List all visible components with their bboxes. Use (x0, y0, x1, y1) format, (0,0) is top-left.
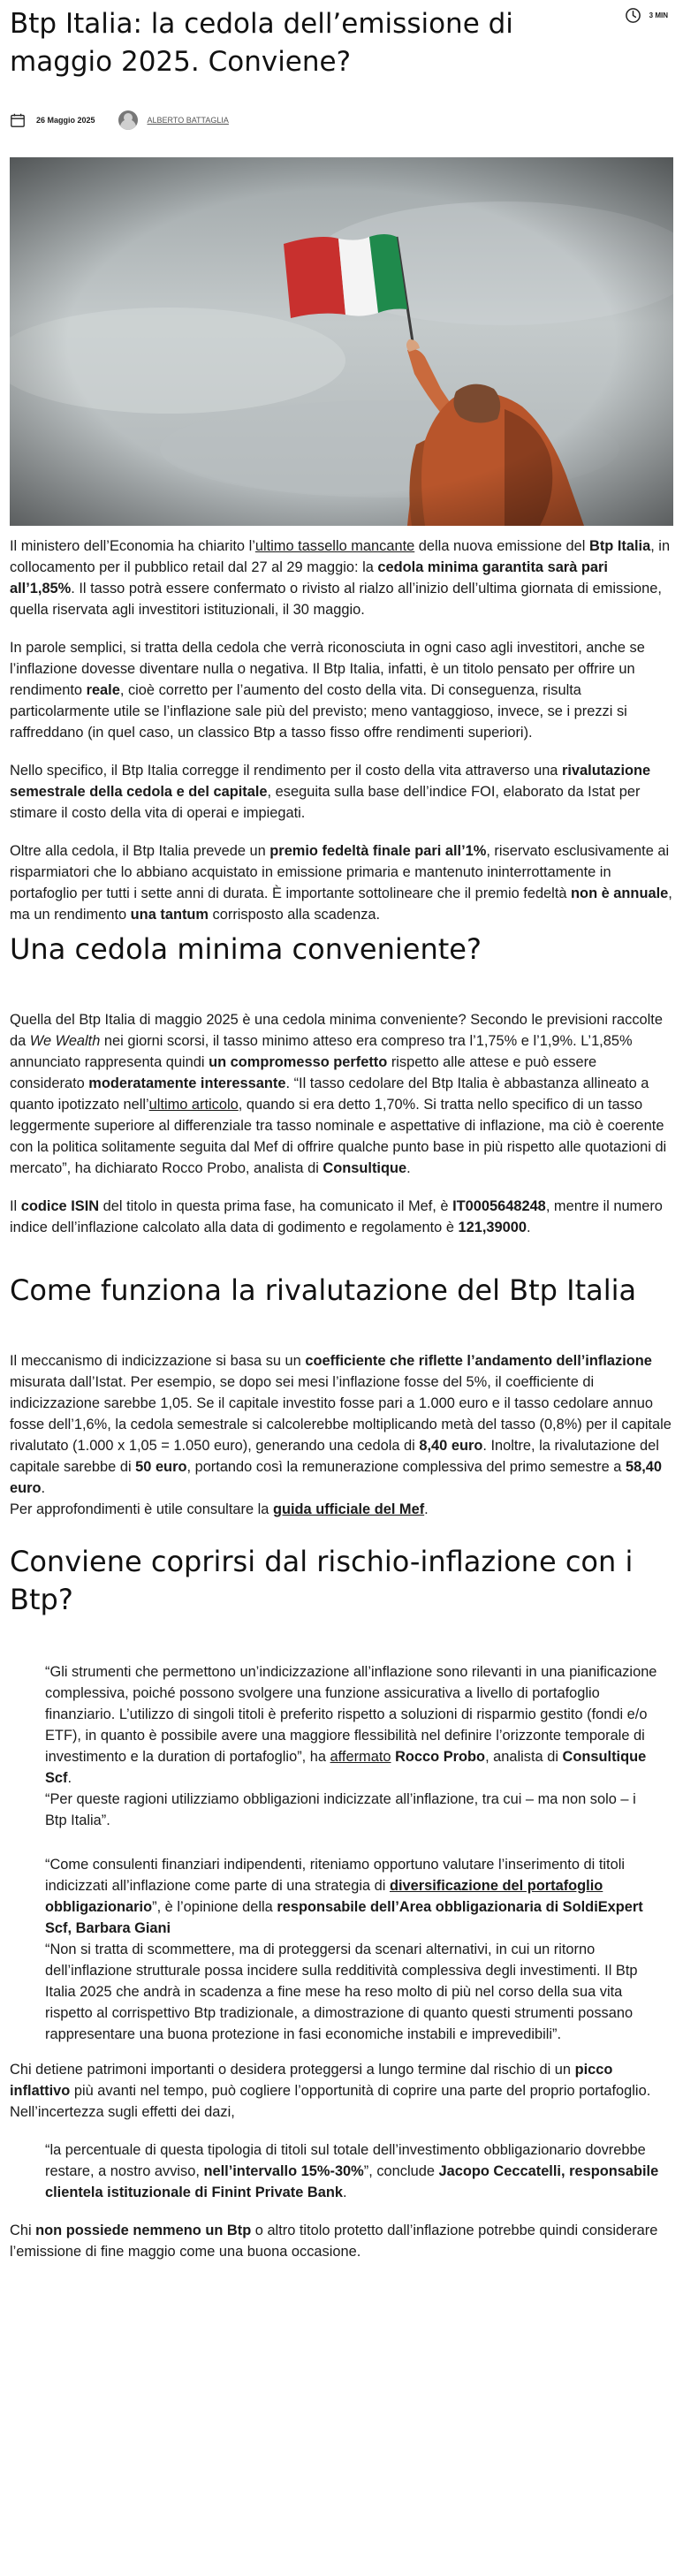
text: Quella del Btp Italia di maggio 2025 è una cedola minima conveniente? Secondo le previsioni raccolte da (10, 1012, 663, 1049)
text: . Inoltre, la rivalutazione del capitale sarebbe di (10, 1438, 659, 1475)
quoted-person: Rocco Probo (395, 1749, 486, 1765)
emphasis: cedola minima garantita sarà pari all’1,85% (10, 559, 608, 597)
section1-paragraph-1 (10, 1009, 673, 1179)
text: , analista di (485, 1749, 563, 1765)
emphasis: Btp Italia (588, 538, 651, 554)
section2-paragraph-1 (10, 1350, 673, 1499)
text: del titolo in questa prima fase, ha comunicato il Mef, è (99, 1198, 453, 1214)
quote-text (45, 1661, 659, 1789)
text: della nuova emissione del (414, 538, 589, 554)
text: Il ministero dell’Economia ha chiarito l’ (10, 538, 255, 554)
section-heading-cedola: Una cedola minima conveniente? (10, 932, 482, 966)
section-heading-rivalutazione: Come funziona la rivalutazione del Btp Italia (10, 1273, 637, 1307)
text: , mentre il numero indice dell’inflazione calcolato alla data di godimento e regolamento è (10, 1198, 663, 1235)
article-meta (10, 110, 229, 130)
read-time-label: 3 MIN (649, 11, 668, 19)
intro-paragraph-2 (10, 637, 673, 743)
author-block (118, 110, 229, 130)
link-ultimo-tassello[interactable]: ultimo tassello mancante (254, 538, 415, 554)
intro-paragraph-1 (10, 536, 673, 620)
article-body (10, 536, 673, 2279)
text: ”, è l’opinione della (152, 1899, 277, 1915)
text: . (343, 2185, 347, 2200)
quoted-company: Consultique Scf (45, 1749, 647, 1786)
text: Nello specifico, il Btp Italia corregge il rendimento per il costo della vita attraverso una (10, 763, 562, 779)
section-heading-rischio-inflazione: Conviene coprirsi dal rischio-inflazione con i Btp? (10, 1545, 634, 1616)
text: “Gli strumenti che permettono un’indicizzazione all’inflazione sono rilevanti in una pianificazione complessiva, poiché possono svolgere una funzione assicurativa a livello di portafoglio finanziario. L’utilizzo di singoli titoli è preferito rispetto a soluzioni di risparmio gestito (fondi e/o ETF), in quanto è possibile avere una maggiore flessibilità nel definire l’orizzonte temporale di investimento e la duration di portafoglio”, ha (45, 1664, 657, 1765)
isin-code: IT0005648248 (452, 1198, 546, 1214)
text: , quando si era detto 1,70%. Si tratta nello specifico di un tasso leggermente superiore al differenziale tra tasso nominale e aspettative di inflazione, ma ciò è coerente con la politica solitamente seguita dal Mef di offrire qualche punto base in più rispetto alle quotazioni di mercato”, ha dichiarato Rocco Probo, analista di (10, 1097, 667, 1176)
quote-rocco-probo (10, 1661, 673, 1831)
quote-text (45, 2139, 659, 2203)
clock-icon (625, 7, 641, 24)
read-time (625, 7, 668, 24)
link-affermato[interactable]: affermato (330, 1749, 391, 1765)
text: o altro titolo protetto dall’inflazione potrebbe quindi considerare l’emissione di fine maggio come una buona occasione. (10, 2223, 658, 2260)
emphasis: premio fedeltà finale pari all’1% (269, 843, 487, 859)
text: , in collocamento per il pubblico retail dal 27 al 29 maggio: la (10, 538, 671, 575)
publication-name: We Wealth (29, 1033, 101, 1049)
text: “la percentuale di questa tipologia di titoli sul totale dell’investimento obbligazionario dovrebbe restare, a nostro avviso, (45, 2142, 646, 2179)
emphasis: non è annuale (571, 885, 669, 901)
quote-text: “Per queste ragioni utilizziamo obbligazioni indicizzate all’inflazione, tra cui – ma non solo – i Btp Italia”. (45, 1791, 636, 1828)
text: Il meccanismo di indicizzazione si basa su un (10, 1353, 306, 1369)
link-diversificazione[interactable]: diversificazione del portafoglio (389, 1878, 603, 1894)
text: . (406, 1160, 411, 1176)
section3-paragraph-2 (10, 2220, 673, 2262)
hero-photo-illustration (10, 157, 673, 526)
text: . (67, 1770, 72, 1786)
emphasis: obbligazionario (45, 1899, 153, 1915)
link-guida-mef[interactable]: guida ufficiale del Mef (272, 1501, 425, 1517)
text: . (527, 1220, 531, 1235)
text: , portando così la remunerazione complessiva del primo semestre a (186, 1459, 626, 1475)
text: Chi detiene patrimoni importanti o desidera proteggersi a lungo termine dal rischio di un (10, 2062, 575, 2078)
quote-barbara-giani (10, 1854, 673, 2045)
link-ultimo-articolo[interactable]: ultimo articolo (148, 1097, 239, 1113)
emphasis: picco inflattivo (10, 2062, 613, 2099)
text: , ma un rendimento (10, 885, 672, 923)
quoted-person: Jacopo Ceccatelli, responsabile clientela istituzionale di Finint Private Bank (45, 2163, 659, 2200)
section1-paragraph-2 (10, 1196, 673, 1238)
article-title: Btp Italia: la cedola dell’emissione di maggio 2025. Conviene? (10, 8, 513, 78)
text: , cioè corretto per l’aumento del costo della vita. Di conseguenza, risulta particolarmente utile se l’inflazione sale più del previsto; meno vantaggioso, invece, se i prezzi si raffreddano (in quel caso, un classico Btp a tasso fisso offre rendimenti superiori). (10, 682, 627, 741)
text: . Il tasso potrà essere confermato o rivisto al rialzo all’inizio dell’ultima giornata di emissione, quella riservata agli investitori istituzionali, il 30 maggio. (10, 581, 662, 618)
text: , riservato esclusivamente ai risparmiatori che lo abbiano acquistato in emissione primaria e mantenuto ininterrottamente in portafoglio per tutti i sette anni di durata. È importante sottolineare che il premio fedeltà (10, 843, 670, 901)
inflation-index-value: 121,39000 (458, 1220, 527, 1235)
text: Oltre alla cedola, il Btp Italia prevede un (10, 843, 270, 859)
text: Chi (10, 2223, 36, 2238)
text: “Come consulenti finanziari indipendenti, riteniamo opportuno valutare l’inserimento di titoli indicizzati all’inflazione come parte di una strategia di (45, 1857, 625, 1894)
text: rispetto alle attese e può essere considerato (10, 1054, 597, 1091)
emphasis: reale (86, 682, 120, 698)
quote-jacopo-ceccatelli (10, 2139, 673, 2203)
intro-paragraph-3 (10, 760, 673, 824)
publish-date: 26 Maggio 2025 (36, 116, 95, 125)
emphasis: 8,40 euro (419, 1438, 483, 1454)
emphasis: Consultique (323, 1160, 407, 1176)
hero-image (10, 157, 673, 526)
intro-paragraph-4 (10, 840, 673, 925)
emphasis: moderatamente interessante (88, 1075, 286, 1091)
emphasis: coefficiente che riflette l’andamento dell’inflazione (305, 1353, 652, 1369)
text: Per approfondimenti è utile consultare la (10, 1501, 273, 1517)
text: misurata dall’Istat. Per esempio, se dopo sei mesi l’inflazione fosse del 5%, il coefficiente di indicizzazione sarebbe 1,05. Se il capitale investito fosse pari a 1.000 euro e il tasso cedolare annuo fosse dell’1,6%, la cedola semestrale si calcolerebbe moltiplicando metà del tasso (0,8%) per il capitale rivalutato (1.000 x 1,05 = 1.050 euro), generando una cedola di (10, 1374, 672, 1454)
quote-text (45, 1854, 659, 1939)
text: In parole semplici, si tratta della cedola che verrà riconosciuta in ogni caso agli investitori, anche se l’inflazione dovesse diventare nulla o negativa. Il Btp Italia, infatti, è un titolo pensato per offrire un rendimento (10, 640, 645, 698)
text: . (424, 1501, 429, 1517)
emphasis: 50 euro (135, 1459, 187, 1475)
section2-paragraph-2 (10, 1499, 673, 1520)
text: più avanti nel tempo, può cogliere l’opportunità di coprire una parte del proprio portafoglio. Nell’incertezza sugli effetti dei dazi, (10, 2083, 651, 2120)
emphasis: non possiede nemmeno un Btp (35, 2223, 252, 2238)
text: Il (10, 1198, 21, 1214)
emphasis: nell’intervallo 15%-30% (203, 2163, 364, 2179)
emphasis: codice ISIN (20, 1198, 100, 1214)
text: ”, conclude (363, 2163, 439, 2179)
author-link[interactable]: ALBERTO BATTAGLIA (147, 116, 229, 125)
section3-paragraph-1 (10, 2059, 673, 2123)
quote-text: “Non si tratta di scommettere, ma di proteggersi da scenari alternativi, in cui un ritorno dell’inflazione strutturale possa incidere sulla redditività complessiva degli investimenti. Il Btp Italia 2025 che andrà in scadenza a fine mese ha reso molto di più nel corso della sua vita rispetto al corrispettivo Btp tradizionale, a dimostrazione di quanto questi strumenti possano rappresentare una buona protezione in fasi economiche instabili e imprevedibili”. (45, 1941, 638, 2042)
text: nei giorni scorsi, il tasso minimo atteso era compreso tra l’1,75% e l’1,9%. L’1,85% annunciato rappresenta quindi (10, 1033, 633, 1070)
emphasis: un compromesso perfetto (209, 1054, 388, 1070)
emphasis: 58,40 euro (10, 1459, 663, 1496)
calendar-icon (10, 112, 26, 128)
text: . (41, 1480, 46, 1496)
emphasis: rivalutazione semestrale della cedola e del capitale (10, 763, 651, 800)
quoted-person: responsabile dell’Area obbligazionaria di SoldiExpert Scf, Barbara Giani (45, 1899, 643, 1936)
text: , eseguita sulla base dell’indice FOI, elaborato da Istat per stimare il costo della vita di operai e impiegati. (10, 784, 641, 821)
text: corrisposto alla scadenza. (209, 907, 381, 923)
text: . “Il tasso cedolare del Btp Italia è abbastanza allineato a quanto ipotizzato nell’ (10, 1075, 649, 1113)
emphasis: una tantum (130, 907, 209, 923)
author-avatar (118, 110, 138, 130)
